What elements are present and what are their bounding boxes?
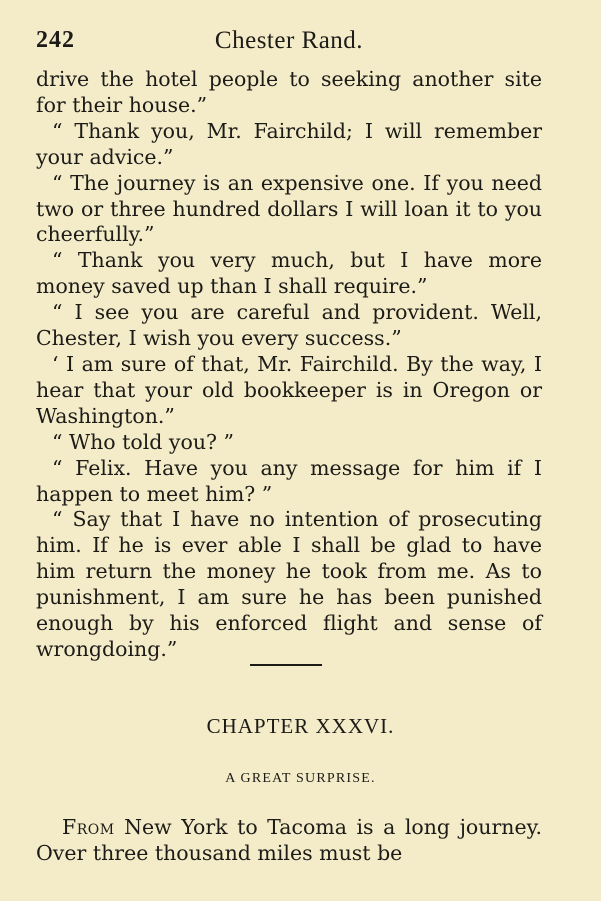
chapter-subtitle: A GREAT SURPRISE.	[225, 771, 376, 786]
paragraph: drive the hotel people to seeking another site for their house.”	[36, 67, 542, 117]
body-text	[36, 67, 542, 663]
paragraph: “ Thank you very much, but I have more money saved up than I shall require.”	[36, 248, 542, 299]
page-number: 242	[36, 27, 75, 53]
lead-word: From	[62, 815, 115, 839]
opening-paragraph	[36, 815, 542, 867]
paragraph: “ Thank you, Mr. Fairchild; I will remember your advice.”	[36, 118, 542, 169]
running-head	[36, 27, 542, 55]
chapter-title: CHAPTER XXXVI.	[206, 714, 395, 738]
chapter-opening	[36, 815, 542, 867]
opening-text: New York to Tacoma is a long journey. Over three thousand miles must be	[36, 815, 542, 865]
running-title: Chester Rand.	[214, 27, 364, 54]
paragraph: “ Say that I have no intention of prosecuting him. If he is ever able I shall be glad to have him return the money he took from me. As to punishment, I am sure he has been punished enough by his enforced flight and sense of wrongdoing.”	[36, 507, 542, 661]
paragraph: ‘ I am sure of that, Mr. Fairchild. By the way, I hear that your old bookkeeper is in Oregon or Washington.”	[36, 351, 542, 428]
paragraph: “ The journey is an expensive one. If you need two or three hundred dollars I will loan it to you cheerfully.”	[36, 170, 542, 247]
paragraph: “ I see you are careful and provident. Well, Chester, I wish you every success.”	[36, 300, 542, 351]
paragraph: “ Felix. Have you any message for him if I happen to meet him? ”	[36, 455, 542, 506]
paragraph: “ Who told you? ”	[52, 429, 235, 454]
section-divider	[250, 664, 322, 666]
